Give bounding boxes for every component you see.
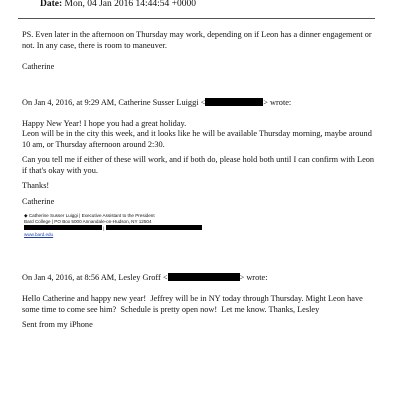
date-header: [40, 0, 196, 9]
signature-name-line: ◆ Catherine Susser Luiggi | Executive Assistant to the President: [24, 213, 155, 218]
quote-attribution-1: [22, 98, 382, 109]
redacted-email: [205, 98, 263, 106]
signoff-catherine: Catherine: [22, 62, 55, 71]
signature-redacted-line: |: [24, 225, 202, 232]
quote1-greeting: Happy New Year! I hope you had a great holiday.: [22, 119, 187, 128]
attribution-text: On Jan 4, 2016, at 8:56 AM, Lesley Groff <: [22, 273, 168, 282]
quote-attribution-2: [22, 273, 382, 284]
quote2-footer: Sent from my iPhone: [22, 320, 93, 329]
attribution-suffix: > wrote:: [239, 273, 268, 282]
redacted-email: [106, 225, 202, 230]
redacted-email: [168, 273, 240, 281]
bard-website-link[interactable]: www.bard.edu: [24, 232, 54, 237]
header-divider: [18, 18, 375, 19]
quote1-signoff: Catherine: [22, 197, 55, 206]
date-label: Date:: [40, 0, 63, 9]
date-value: Mon, 04 Jan 2016 14:44:54 +0000: [64, 0, 197, 9]
attribution-text: On Jan 4, 2016, at 9:29 AM, Catherine Susser Luiggi <: [22, 98, 206, 107]
redacted-phone: [24, 225, 102, 230]
diamond-bullet-icon: ◆: [24, 213, 29, 218]
quote2-body: Hello Catherine and happy new year! Jeffrey will be in NY today through Thursday. Might Leon have some time to come see him? Schedule is pretty open now! Let me know. Thanks, Lesley: [22, 294, 365, 314]
attribution-suffix: > wrote:: [263, 98, 292, 107]
signature-address-line: Bard College | PO Box 5000 Annandale-on-Hudson, NY 12504: [24, 219, 152, 224]
quote1-thanks: Thanks!: [22, 181, 50, 190]
ps-paragraph: PS. Even later in the afternoon on Thursday may work, depending on if Leon has a dinner engagement or not. In any case, there is room to maneuver.: [22, 30, 374, 50]
quote1-body-1: Leon will be in the city this week, and it looks like he will be available Thursday morning, maybe around 10 am, or Thursday afternoon around 2:30.: [22, 129, 374, 149]
quote1-body-2: Can you tell me if either of these will work, and if both do, please hold both until I can confirm with Leon if that's okay with you.: [22, 155, 377, 175]
signature-block: [24, 213, 202, 238]
